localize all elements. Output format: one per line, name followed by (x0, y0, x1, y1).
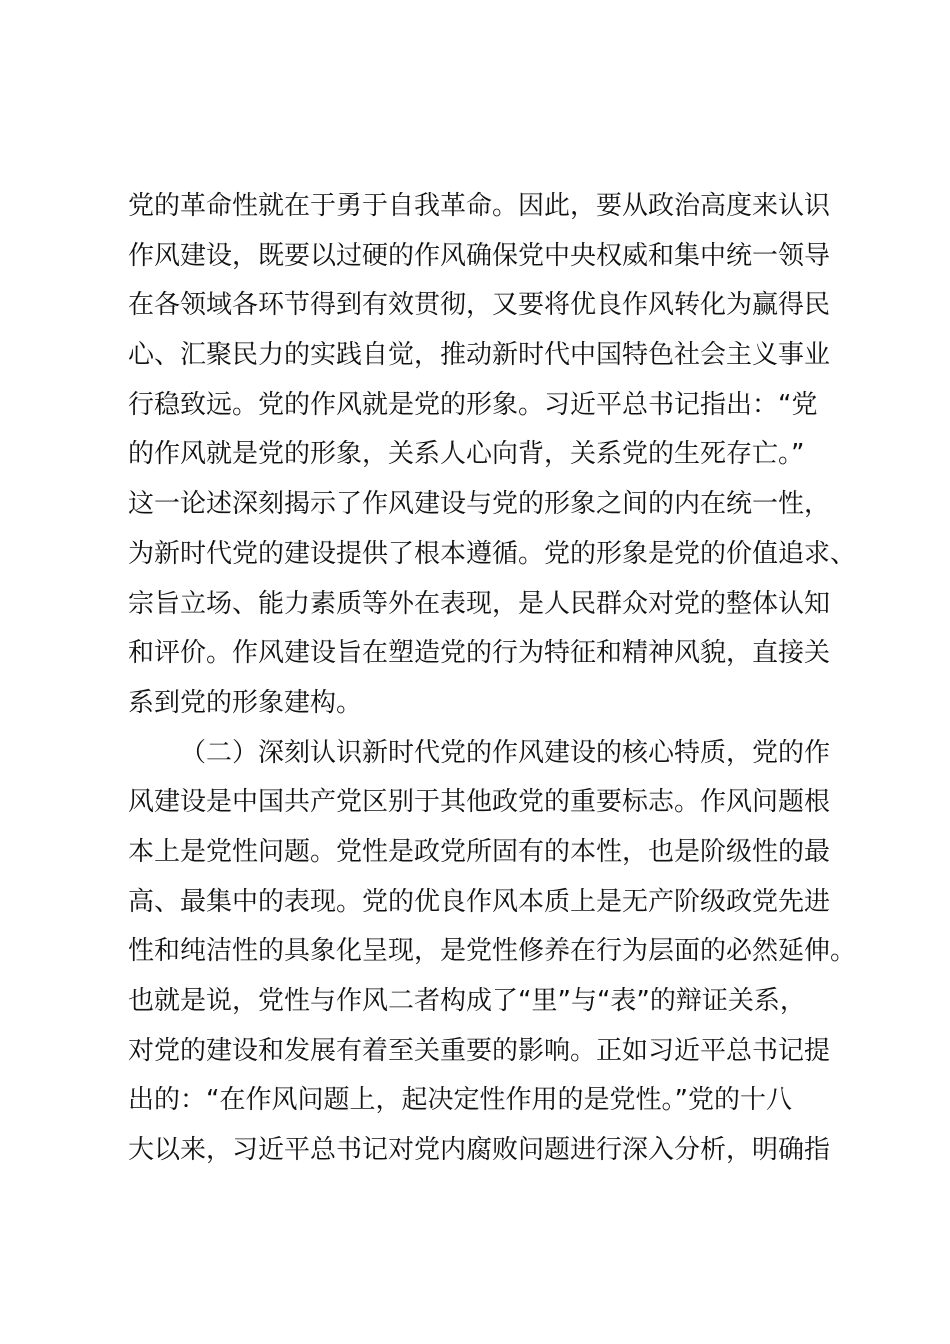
text-line: 高、最集中的表现。党的优良作风本质上是无产阶级政党先进 (128, 886, 831, 917)
text-line: 宗旨立场、能力素质等外在表现，是人民群众对党的整体认知 (128, 588, 831, 619)
text-line: 作风建设，既要以过硬的作风确保党中央权威和集中统一领导 (128, 240, 831, 271)
text-line: 也就是说，党性与作风二者构成了“里”与“表”的辩证关系， (128, 986, 806, 1016)
text-line: 的作风就是党的形象，关系人心向背，关系党的生死存亡。” (128, 439, 805, 470)
text-line: 大以来，习近平总书记对党内腐败问题进行深入分析，明确指 (128, 1135, 831, 1166)
text-line: 出的：“在作风问题上，起决定性作用的是党性。”党的十八 (128, 1085, 792, 1116)
text-line: 心、汇聚民力的实践自觉，推动新时代中国特色社会主义事业 (128, 340, 831, 371)
text-line: 性和纯洁性的具象化呈现，是党性修养在行为层面的必然延伸。 (128, 936, 857, 967)
text-line: 行稳致远。党的作风就是党的形象。习近平总书记指出：“党 (128, 389, 818, 420)
text-line: 党的革命性就在于勇于自我革命。因此，要从政治高度来认识 (128, 191, 831, 221)
text-line: 系到党的形象建构。 (128, 687, 363, 718)
text-line: 在各领域各环节得到有效贯彻，又要将优良作风转化为赢得民 (128, 290, 831, 321)
text-line: 风建设是中国共产党区别于其他政党的重要标志。作风问题根 (128, 787, 831, 818)
text-line: 和评价。作风建设旨在塑造党的行为特征和精神风貌，直接关 (128, 638, 831, 669)
text-line: 为新时代党的建设提供了根本遵循。党的形象是党的价值追求、 (128, 538, 857, 569)
text-line: 对党的建设和发展有着至关重要的影响。正如习近平总书记提 (128, 1035, 831, 1066)
body-text (128, 182, 857, 1176)
section-heading-line: （二）深刻认识新时代党的作风建设的核心特质，党的作 (180, 737, 831, 768)
text-line: 这一论述深刻揭示了作风建设与党的形象之间的内在统一性， (128, 489, 831, 520)
text-line: 本上是党性问题。党性是政党所固有的本性，也是阶级性的最 (128, 836, 831, 867)
